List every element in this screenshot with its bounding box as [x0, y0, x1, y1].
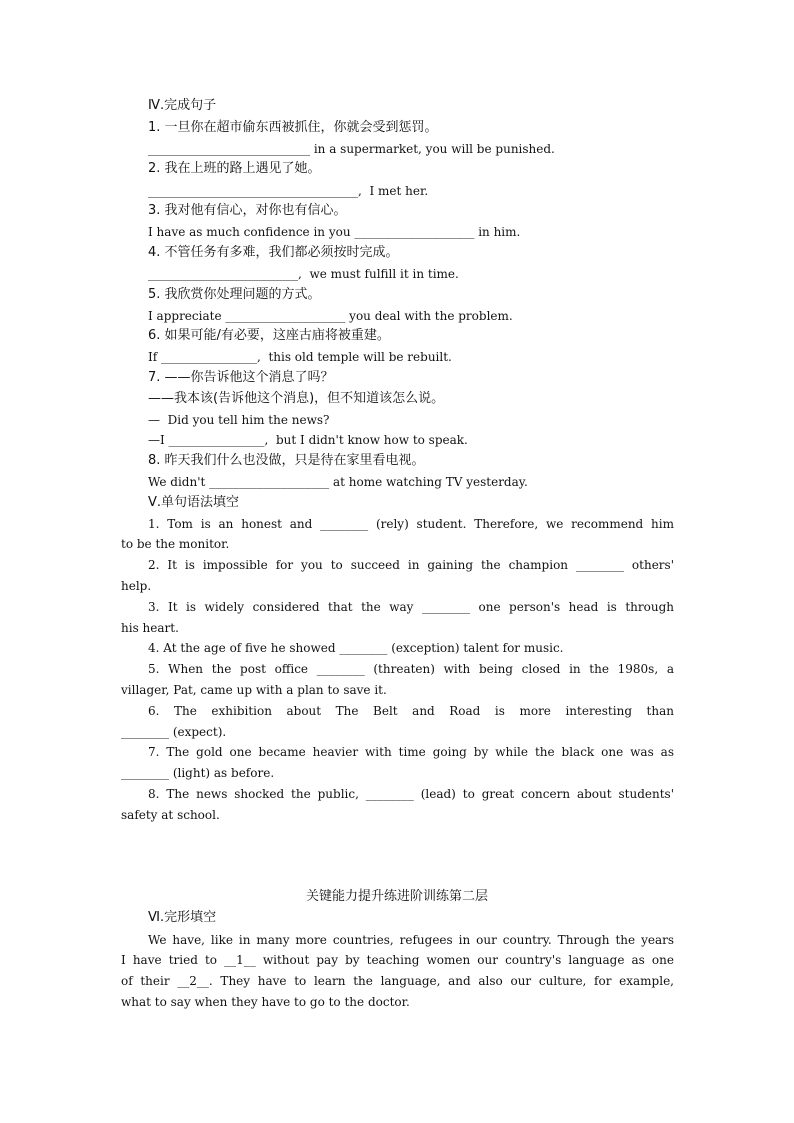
grammar-line: 8. The news shocked the public, ________ (lead) to great concern about students'	[148, 787, 674, 801]
grammar-line: 3. It is widely considered that the way ________ one person's head is through	[148, 600, 674, 614]
grammar-line: 1. Tom is an honest and ________ (rely) student. Therefore, we recommend him	[148, 517, 674, 531]
item-3-chinese: 3. 我对他有信心，对你也有信心。	[148, 203, 347, 218]
item-4-chinese: 4. 不管任务有多难，我们都必须按时完成。	[148, 245, 399, 260]
cloze-line: We have, like in many more countries, refugees in our country. Through the years	[148, 933, 674, 947]
grammar-line: 7. The gold one became heavier with time going by while the black one was as	[148, 745, 674, 759]
grammar-line: ________ (light) as before.	[121, 766, 275, 780]
item-3-english: I have as much confidence in you ____________________ in him.	[148, 225, 521, 239]
grammar-line: to be the monitor.	[121, 537, 230, 551]
item-8-chinese: 8. 昨天我们什么也没做，只是待在家里看电视。	[148, 453, 425, 468]
item-6-english: If ________________, this old temple will be rebuilt.	[148, 350, 452, 364]
grammar-line: safety at school.	[121, 808, 220, 822]
item-5-english: I appreciate ____________________ you deal with the problem.	[148, 309, 513, 323]
grammar-line: 2. It is impossible for you to succeed in gaining the champion ________ others'	[148, 558, 674, 572]
grammar-line: 6. The exhibition about The Belt and Road is more interesting than	[148, 704, 674, 718]
section-5-heading: Ⅴ.单句语法填空	[148, 495, 240, 510]
item-6-chinese: 6. 如果可能/有必要，这座古庙将被重建。	[148, 328, 390, 343]
grammar-line: his heart.	[121, 621, 179, 635]
item-2-chinese: 2. 我在上班的路上遇见了她。	[148, 161, 321, 176]
item-1-chinese: 1. 一旦你在超市偷东西被抓住，你就会受到惩罚。	[148, 120, 438, 135]
grammar-line: villager, Pat, came up with a plan to save it.	[121, 683, 387, 697]
item-7-english-question: — Did you tell him the news?	[148, 413, 330, 427]
item-8-english: We didn't ____________________ at home watching TV yesterday.	[148, 475, 528, 489]
item-7-english-answer: —I ________________, but I didn't know how to speak.	[148, 433, 468, 447]
item-7-chinese-question: 7. ——你告诉他这个消息了吗？	[148, 370, 334, 385]
grammar-line: ________ (expect).	[121, 725, 227, 739]
item-7-chinese-answer: ——我本该(告诉他这个消息)，但不知道该怎么说。	[148, 391, 445, 406]
grammar-line: help.	[121, 579, 152, 593]
section-4-heading: Ⅳ.完成句子	[148, 98, 217, 113]
item-4-english: _________________________, we must fulfill it in time.	[148, 267, 459, 281]
grammar-line: 4. At the age of five he showed ________ (exception) talent for music.	[148, 641, 564, 655]
grammar-line: 5. When the post office ________ (threaten) with being closed in the 1980s, a	[148, 662, 674, 676]
layer-title: 关键能力提升练进阶训练第二层	[305, 889, 488, 904]
cloze-line: what to say when they have to go to the doctor.	[121, 995, 410, 1009]
cloze-line: of their __2__. They have to learn the language, and also our culture, for example,	[121, 974, 674, 988]
item-1-english: ___________________________ in a supermarket, you will be punished.	[148, 142, 555, 156]
section-6-heading: Ⅵ.完形填空	[148, 910, 217, 925]
item-2-english: ___________________________________, I met her.	[148, 184, 429, 198]
item-5-chinese: 5. 我欣赏你处理问题的方式。	[148, 287, 321, 302]
cloze-line: I have tried to __1__ without pay by teaching women our country's language as one	[121, 953, 674, 967]
